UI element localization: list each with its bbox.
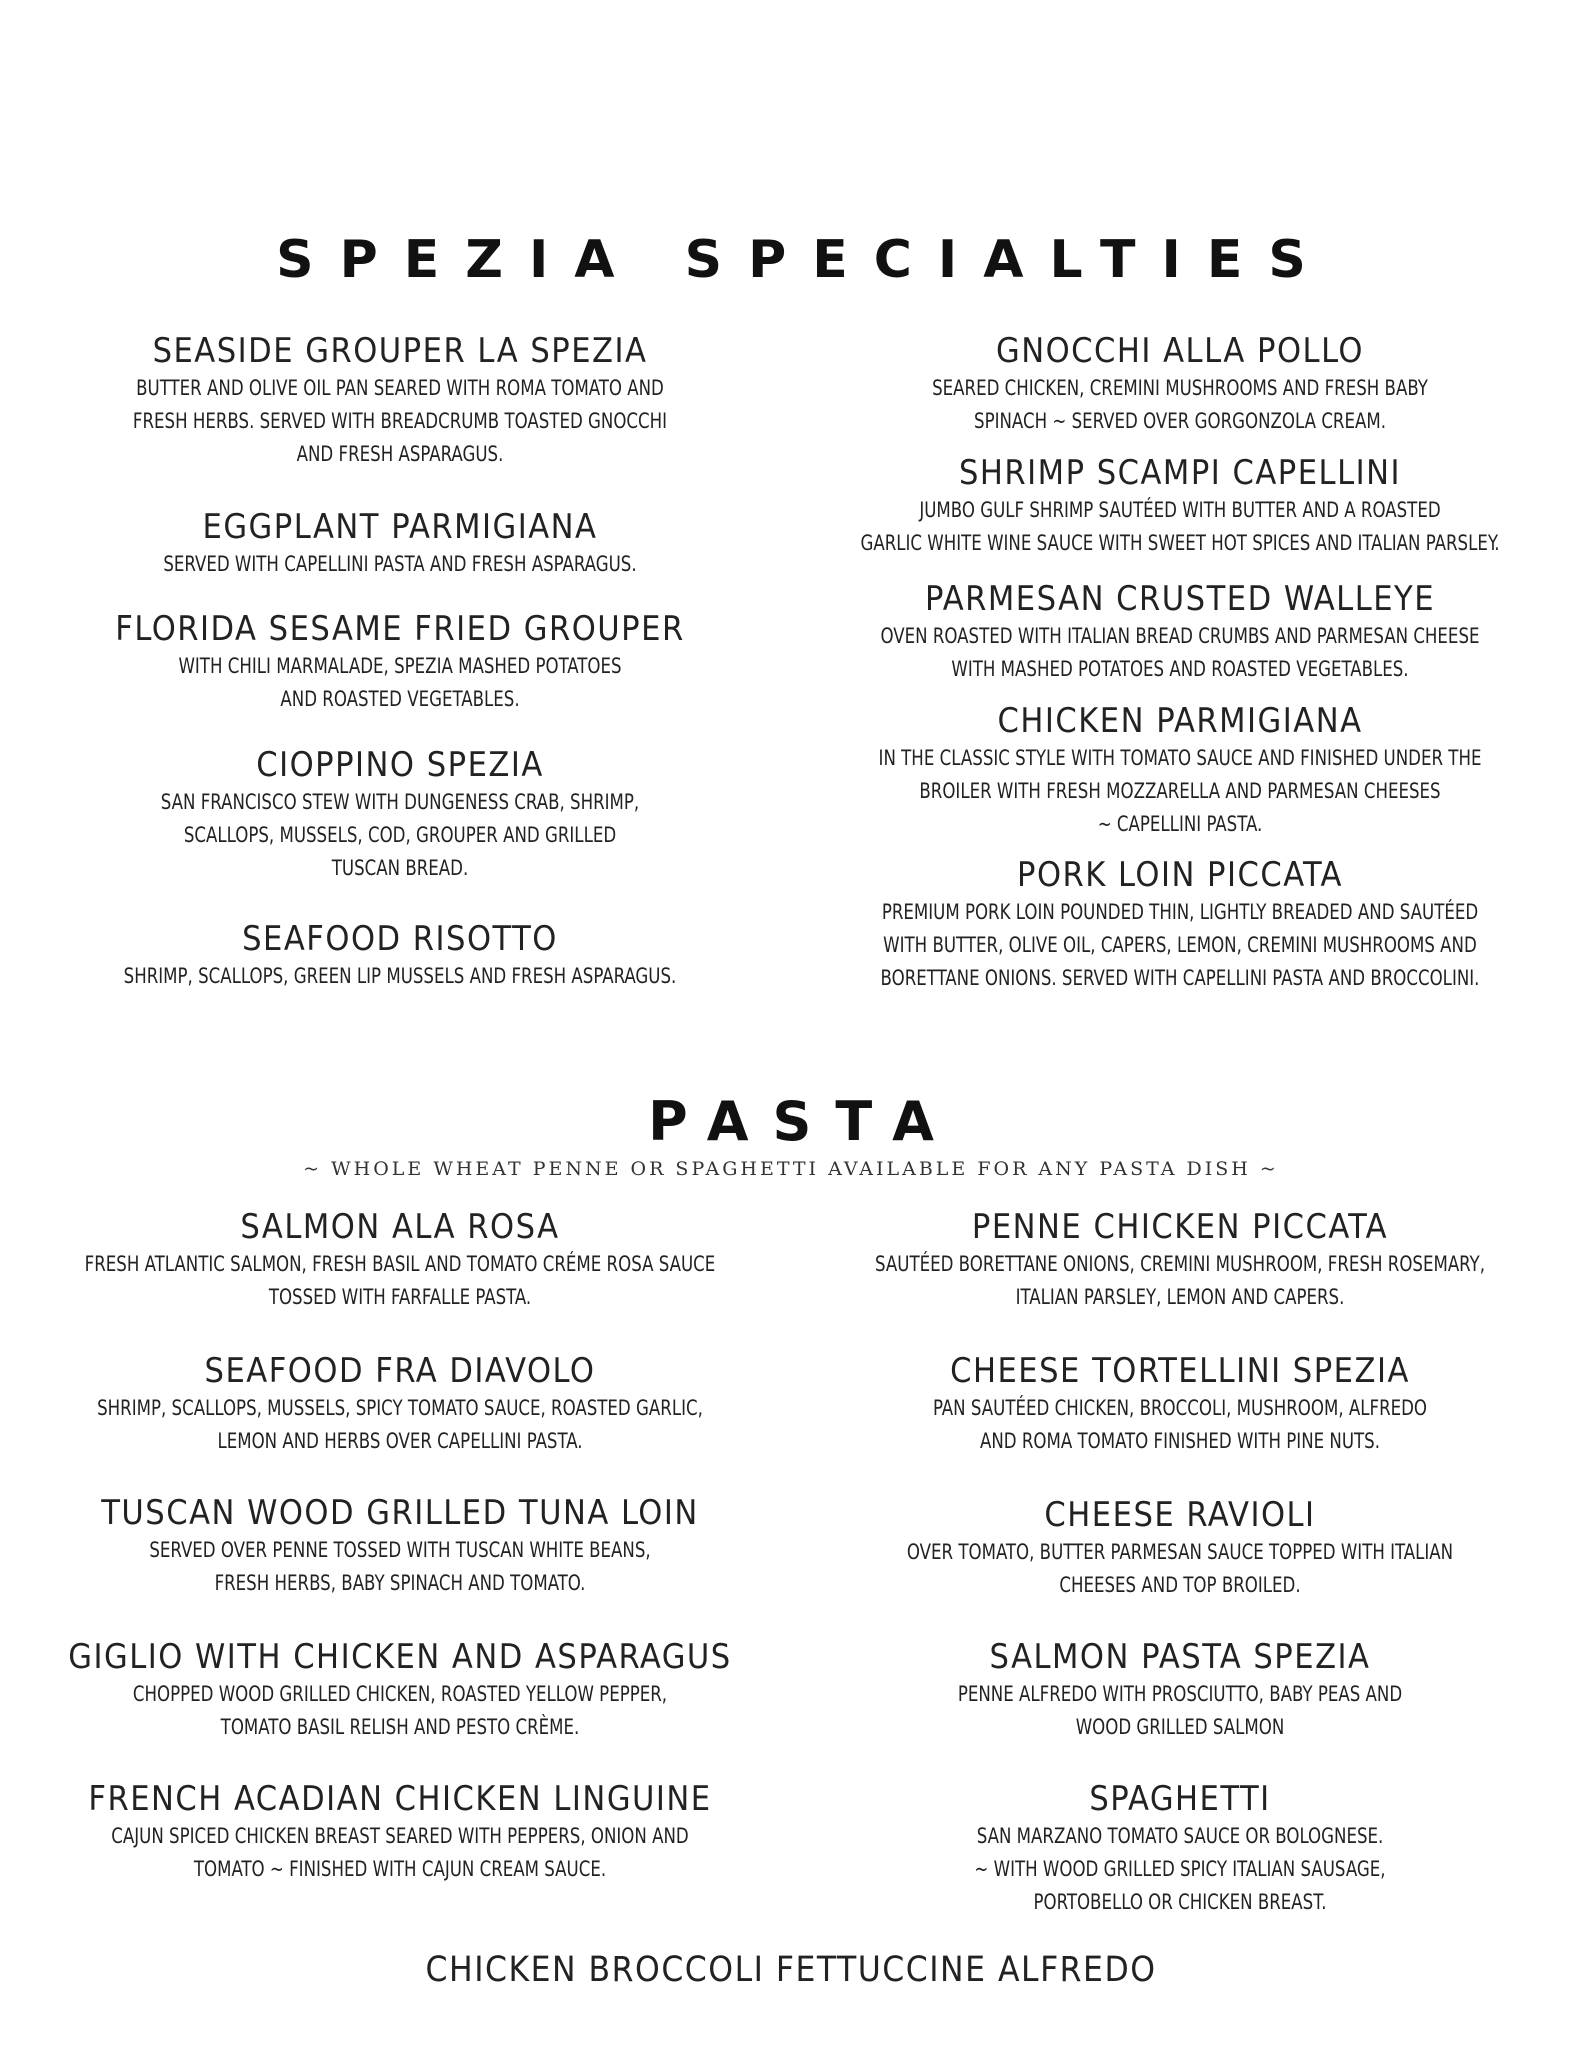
menu-item-name: SEAFOOD RISOTTO: [242, 919, 558, 959]
menu-item: [20, 1492, 780, 1600]
desc-line: ITALIAN PARSLEY, LEMON AND CAPERS.: [1015, 1285, 1345, 1309]
menu-item-description: [66, 786, 735, 885]
menu-item-description: [846, 372, 1515, 438]
menu-item-description: [66, 960, 735, 993]
menu-item-name: SEAFOOD FRA DIAVOLO: [204, 1351, 596, 1391]
desc-line: AND FRESH ASPARAGUS.: [296, 442, 504, 466]
menu-item: [800, 1206, 1560, 1314]
desc-line: AND ROASTED VEGETABLES.: [280, 687, 520, 711]
desc-line: WITH MASHED POTATOES AND ROASTED VEGETABLES.: [951, 657, 1409, 681]
menu-item-description: [846, 1678, 1515, 1744]
menu-item: [20, 1206, 780, 1314]
desc-line: FRESH HERBS, BABY SPINACH AND TOMATO.: [214, 1571, 586, 1595]
menu-item: [20, 1778, 780, 1886]
menu-item-name: CHEESE RAVIOLI: [1044, 1495, 1316, 1535]
menu-item: [800, 1778, 1560, 1919]
desc-line: SEARED CHICKEN, CREMINI MUSHROOMS AND FRESH BABY: [932, 376, 1428, 400]
menu-item-name: TUSCAN WOOD GRILLED TUNA LOIN: [101, 1493, 699, 1533]
menu-item: [800, 1494, 1560, 1602]
desc-line: PREMIUM PORK LOIN POUNDED THIN, LIGHTLY BREADED AND SAUTÉED: [881, 900, 1479, 924]
desc-line: SERVED OVER PENNE TOSSED WITH TUSCAN WHITE BEANS,: [149, 1538, 651, 1562]
menu-item: [20, 1636, 780, 1744]
desc-line: PAN SAUTÉED CHICKEN, BROCCOLI, MUSHROOM, ALFREDO: [932, 1396, 1428, 1420]
desc-line: TOMATO BASIL RELISH AND PESTO CRÈME.: [220, 1715, 580, 1739]
menu-item-description: [846, 1392, 1515, 1458]
desc-line: SCALLOPS, MUSSELS, COD, GROUPER AND GRILLED: [183, 823, 617, 847]
menu-item-name: SPAGHETTI: [1089, 1779, 1271, 1819]
menu-item: [800, 854, 1560, 995]
desc-line: PENNE ALFREDO WITH PROSCIUTTO, BABY PEAS AND: [957, 1682, 1403, 1706]
desc-line: WITH BUTTER, OLIVE OIL, CAPERS, LEMON, CREMINI MUSHROOMS AND: [883, 933, 1477, 957]
section-title-pasta: PASTA: [648, 1090, 958, 1153]
desc-line: ~ WITH WOOD GRILLED SPICY ITALIAN SAUSAGE,: [974, 1857, 1386, 1881]
desc-line: WITH CHILI MARMALADE, SPEZIA MASHED POTATOES: [178, 654, 622, 678]
menu-item-description: [846, 896, 1515, 995]
menu-item: [800, 452, 1560, 560]
menu-item: [800, 1636, 1560, 1744]
menu-item-name: CHICKEN PARMIGIANA: [997, 701, 1363, 741]
desc-line: IN THE CLASSIC STYLE WITH TOMATO SAUCE AND FINISHED UNDER THE: [878, 746, 1482, 770]
menu-item: [20, 918, 780, 993]
desc-line: GARLIC WHITE WINE SAUCE WITH SWEET HOT SPICES AND ITALIAN PARSLEY.: [860, 531, 1500, 555]
desc-line: ~ CAPELLINI PASTA.: [1097, 812, 1263, 836]
menu-item-description: [66, 372, 735, 471]
menu-item: [20, 330, 780, 471]
menu-item-name: PORK LOIN PICCATA: [1017, 855, 1343, 895]
desc-line: OVEN ROASTED WITH ITALIAN BREAD CRUMBS AND PARMESAN CHEESE: [880, 624, 1480, 648]
menu-item: [20, 608, 780, 716]
menu-item-name: CHEESE TORTELLINI SPEZIA: [950, 1351, 1410, 1391]
menu-item-description: [66, 1248, 735, 1314]
desc-line: FRESH HERBS. SERVED WITH BREADCRUMB TOASTED GNOCCHI: [132, 409, 668, 433]
menu-item-description: [846, 742, 1515, 841]
desc-line: CAJUN SPICED CHICKEN BREAST SEARED WITH PEPPERS, ONION AND: [111, 1824, 689, 1848]
menu-item: [800, 1350, 1560, 1458]
desc-line: BROILER WITH FRESH MOZZARELLA AND PARMESAN CHEESES: [919, 779, 1441, 803]
menu-item-name: SALMON PASTA SPEZIA: [989, 1637, 1371, 1677]
desc-line: PORTOBELLO OR CHICKEN BREAST.: [1033, 1890, 1327, 1914]
desc-line: CHOPPED WOOD GRILLED CHICKEN, ROASTED YELLOW PEPPER,: [132, 1682, 668, 1706]
desc-line: BORETTANE ONIONS. SERVED WITH CAPELLINI PASTA AND BROCCOLINI.: [880, 966, 1480, 990]
menu-item-name: PARMESAN CRUSTED WALLEYE: [924, 579, 1436, 619]
menu-item-name: SHRIMP SCAMPI CAPELLINI: [958, 453, 1402, 493]
menu-item-name: GNOCCHI ALLA POLLO: [996, 331, 1364, 371]
desc-line: SERVED WITH CAPELLINI PASTA AND FRESH ASPARAGUS.: [163, 552, 637, 576]
desc-line: OVER TOMATO, BUTTER PARMESAN SAUCE TOPPED WITH ITALIAN: [906, 1540, 1454, 1564]
desc-line: SHRIMP, SCALLOPS, GREEN LIP MUSSELS AND FRESH ASPARAGUS.: [123, 964, 677, 988]
desc-line: TOSSED WITH FARFALLE PASTA.: [268, 1285, 532, 1309]
desc-line: FRESH ATLANTIC SALMON, FRESH BASIL AND TOMATO CRÉME ROSA SAUCE: [84, 1252, 716, 1276]
menu-item-name: PENNE CHICKEN PICCATA: [971, 1207, 1389, 1247]
menu-item-description: [846, 1248, 1515, 1314]
menu-item-description: [66, 1678, 735, 1744]
menu-item-name-bottom: CHICKEN BROCCOLI FETTUCCINE ALFREDO: [425, 1950, 1157, 1990]
desc-line: SAN MARZANO TOMATO SAUCE OR BOLOGNESE.: [976, 1824, 1384, 1848]
desc-line: SAN FRANCISCO STEW WITH DUNGENESS CRAB, SHRIMP,: [160, 790, 640, 814]
menu-item-description: [846, 1820, 1515, 1919]
menu-item: [800, 700, 1560, 841]
desc-line: SAUTÉED BORETTANE ONIONS, CREMINI MUSHROOM, FRESH ROSEMARY,: [874, 1252, 1485, 1276]
section-title-specialties: SPEZIA SPECIALTIES: [276, 230, 1332, 290]
desc-line: LEMON AND HERBS OVER CAPELLINI PASTA.: [217, 1429, 583, 1453]
desc-line: CHEESES AND TOP BROILED.: [1059, 1573, 1301, 1597]
menu-item: [20, 1350, 780, 1458]
menu-item-name: GIGLIO WITH CHICKEN AND ASPARAGUS: [68, 1637, 732, 1677]
desc-line: TOMATO ~ FINISHED WITH CAJUN CREAM SAUCE.: [193, 1857, 607, 1881]
menu-item-description: [66, 650, 735, 716]
menu-item-name: CIOPPINO SPEZIA: [256, 745, 544, 785]
desc-line: TUSCAN BREAD.: [331, 856, 469, 880]
desc-line: AND ROMA TOMATO FINISHED WITH PINE NUTS.: [979, 1429, 1381, 1453]
menu-item-description: [66, 548, 735, 581]
menu-item-name: SEASIDE GROUPER LA SPEZIA: [152, 331, 648, 371]
desc-line: SPINACH ~ SERVED OVER GORGONZOLA CREAM.: [974, 409, 1386, 433]
menu-item-description: [846, 1536, 1515, 1602]
menu-item-name: SALMON ALA ROSA: [240, 1207, 560, 1247]
menu-item-description: [66, 1820, 735, 1886]
menu-item-description: [66, 1392, 735, 1458]
desc-line: SHRIMP, SCALLOPS, MUSSELS, SPICY TOMATO SAUCE, ROASTED GARLIC,: [97, 1396, 703, 1420]
desc-line: JUMBO GULF SHRIMP SAUTÉED WITH BUTTER AND A ROASTED: [919, 498, 1441, 522]
menu-item: [20, 506, 780, 581]
menu-item-name: EGGPLANT PARMIGIANA: [202, 507, 598, 547]
menu-item-description: [66, 1534, 735, 1600]
desc-line: BUTTER AND OLIVE OIL PAN SEARED WITH ROMA TOMATO AND: [136, 376, 664, 400]
desc-line: WOOD GRILLED SALMON: [1075, 1715, 1285, 1739]
pasta-note: ~ WHOLE WHEAT PENNE OR SPAGHETTI AVAILABLE FOR ANY PASTA DISH ~: [303, 1158, 1279, 1180]
menu-item: [20, 744, 780, 885]
menu-item: [800, 330, 1560, 438]
menu-item-description: [846, 494, 1515, 560]
menu-item-name: FRENCH ACADIAN CHICKEN LINGUINE: [88, 1779, 712, 1819]
menu-item-name: FLORIDA SESAME FRIED GROUPER: [115, 609, 685, 649]
menu-item-description: [846, 620, 1515, 686]
menu-item: [800, 578, 1560, 686]
